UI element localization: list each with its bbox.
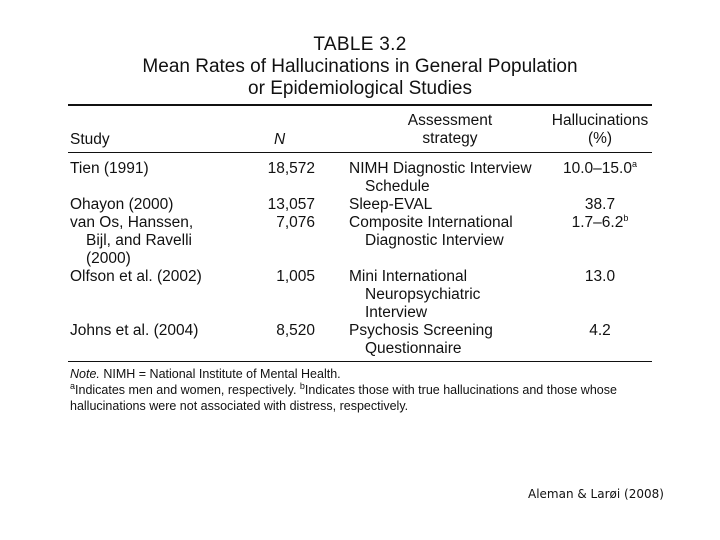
footnote-mark: a bbox=[631, 158, 637, 169]
cell-study-line: Johns et al. (2004) bbox=[70, 322, 199, 339]
footnote-mark: b bbox=[623, 212, 629, 223]
header-hallucinations bbox=[540, 112, 660, 148]
footnote-mark-b: b bbox=[299, 380, 305, 391]
cell-strategy-line: Composite International bbox=[349, 214, 513, 231]
cell-strategy bbox=[349, 268, 569, 322]
cell-study bbox=[70, 214, 255, 268]
cell-strategy-line: Mini International bbox=[349, 268, 468, 285]
cell-study-line: (2000) bbox=[86, 250, 131, 267]
cell-hallucinations bbox=[545, 160, 655, 178]
cell-strategy-line: Schedule bbox=[365, 178, 430, 195]
header-strategy-line-2: strategy bbox=[422, 130, 478, 147]
table-title-block bbox=[0, 34, 720, 100]
cell-n: 7,076 bbox=[276, 214, 315, 231]
cell-study-line: van Os, Hanssen, bbox=[70, 214, 194, 231]
cell-strategy bbox=[349, 322, 569, 358]
cell-study bbox=[70, 268, 255, 286]
cell-n: 1,005 bbox=[276, 268, 315, 285]
hallucination-value: 10.0–15.0 bbox=[563, 160, 632, 177]
footnote-b-text: Indicates those with true hallucinations and those whose hallucinations were not associated with distress, respectively. bbox=[70, 383, 617, 413]
cell-n: 13,057 bbox=[267, 196, 315, 213]
cell-strategy-line: Diagnostic Interview bbox=[365, 232, 504, 249]
cell-study bbox=[70, 322, 255, 340]
cell-n: 8,520 bbox=[276, 322, 315, 339]
cell-study-line: Ohayon (2000) bbox=[70, 196, 174, 213]
cell-strategy-line: Sleep-EVAL bbox=[349, 196, 433, 213]
cell-strategy-line: NIMH Diagnostic Interview bbox=[349, 160, 532, 177]
footnote-a-text: Indicates men and women, respectively. bbox=[75, 383, 300, 397]
header-rule bbox=[68, 152, 652, 153]
table-title-line-2: or Epidemiological Studies bbox=[248, 78, 472, 99]
citation: Aleman & Larøi (2008) bbox=[528, 487, 664, 501]
hallucination-value: 1.7–6.2 bbox=[571, 214, 624, 231]
note-text: NIMH = National Institute of Mental Health. bbox=[99, 367, 341, 381]
header-strategy-line-1: Assessment bbox=[407, 112, 493, 129]
header-strategy bbox=[380, 112, 520, 148]
cell-strategy bbox=[349, 196, 569, 214]
cell-hallucinations bbox=[545, 214, 655, 232]
bottom-rule bbox=[68, 361, 652, 362]
cell-study bbox=[70, 196, 255, 214]
hallucination-value: 38.7 bbox=[584, 196, 616, 213]
hallucination-value: 13.0 bbox=[584, 268, 616, 285]
hallucination-value: 4.2 bbox=[589, 322, 611, 339]
footnote-line bbox=[70, 382, 660, 414]
cell-strategy-line: Psychosis Screening bbox=[349, 322, 493, 339]
cell-strategy-line: Neuropsychiatric bbox=[365, 286, 481, 303]
table-title-line-1: Mean Rates of Hallucinations in General Population bbox=[142, 56, 578, 77]
top-rule bbox=[68, 104, 652, 106]
cell-hallucinations bbox=[545, 322, 655, 340]
header-n: N bbox=[274, 131, 286, 148]
cell-study-line: Olfson et al. (2002) bbox=[70, 268, 202, 285]
footnote-mark-a: a bbox=[70, 380, 76, 391]
note-line bbox=[70, 366, 660, 382]
cell-study bbox=[70, 160, 255, 178]
table-label: TABLE 3.2 bbox=[313, 34, 407, 55]
cell-hallucinations bbox=[545, 268, 655, 286]
cell-study-line: Tien (1991) bbox=[70, 160, 149, 177]
header-hallucinations-line-1: Hallucinations bbox=[551, 112, 649, 129]
header-study: Study bbox=[70, 131, 110, 148]
cell-strategy bbox=[349, 214, 569, 250]
note-label: Note. bbox=[70, 367, 100, 381]
cell-strategy-line: Questionnaire bbox=[365, 340, 462, 357]
cell-n: 18,572 bbox=[267, 160, 315, 177]
cell-strategy bbox=[349, 160, 569, 196]
cell-study-line: Bijl, and Ravelli bbox=[86, 232, 192, 249]
table-notes bbox=[70, 366, 660, 414]
cell-strategy-line: Interview bbox=[365, 304, 428, 321]
cell-hallucinations bbox=[545, 196, 655, 214]
header-hallucinations-line-2: (%) bbox=[587, 130, 613, 147]
